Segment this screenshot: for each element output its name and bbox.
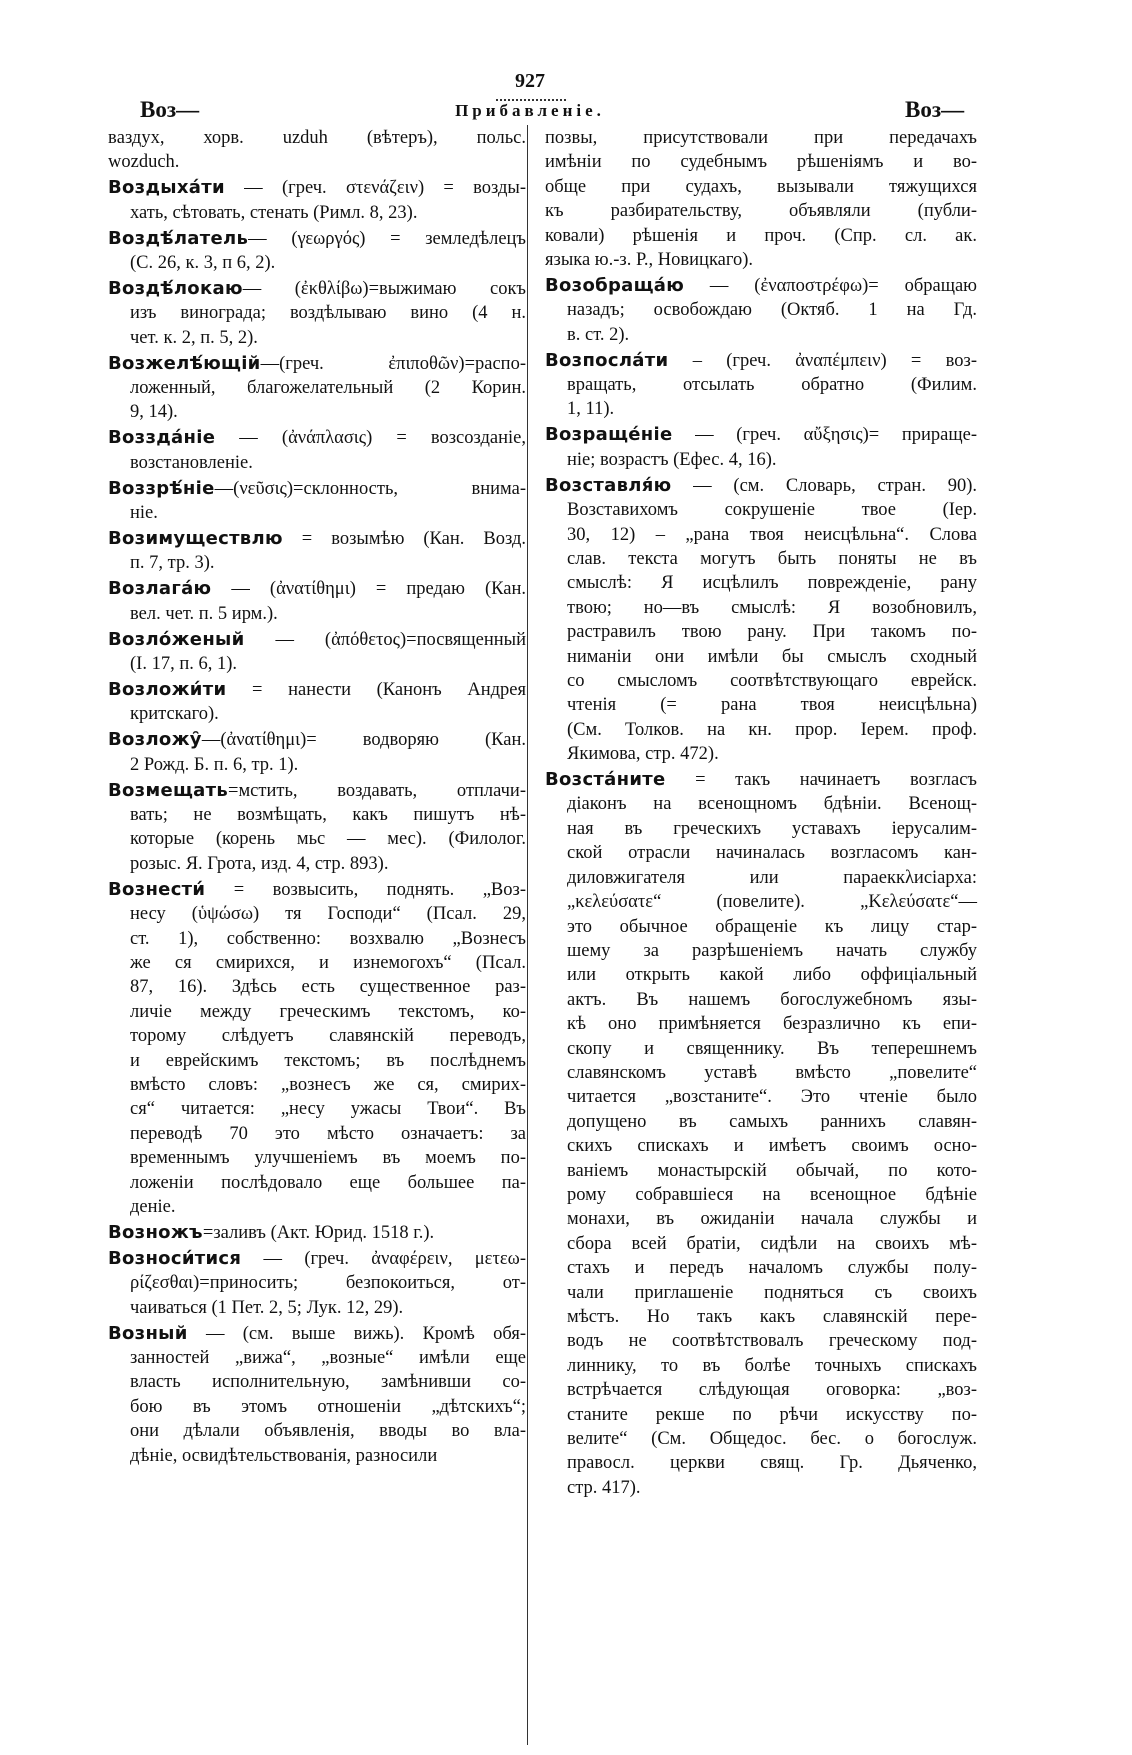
text-line <box>108 1419 526 1443</box>
line-text: ложенный, благожелательный (2 Корин. <box>130 378 526 399</box>
text-line <box>108 477 526 501</box>
text-line <box>108 902 526 926</box>
text-line <box>545 298 977 322</box>
line-text: =заливъ (Акт. Юрид. 1518 г.). <box>202 1222 435 1243</box>
line-text: — (см. выше вижь). Кромѣ обя- <box>187 1323 526 1344</box>
text-line <box>108 602 526 626</box>
text-line <box>545 498 977 522</box>
headword: Возлага́ю <box>108 578 212 600</box>
line-text: мѣстъ. Но такъ какъ славянскій пере- <box>567 1307 977 1327</box>
line-text: назадъ; освобождаю (Октяб. 1 на Гд. <box>567 300 977 321</box>
headword: Возста́ните <box>545 769 666 791</box>
dictionary-entry <box>545 349 977 422</box>
line-text: позвы, присутствовали при передачахъ <box>545 128 977 148</box>
dictionary-entry <box>545 423 977 472</box>
line-text: —(νεῦσις)=склонность, внима- <box>214 478 526 499</box>
text-line <box>545 1451 977 1475</box>
headword: Возножъ <box>108 1221 203 1243</box>
line-text: —(греч. ἐπιποθῶν)=распо- <box>260 353 526 374</box>
text-line <box>545 1232 977 1256</box>
text-line <box>545 150 977 174</box>
headword: Возложи́ти <box>108 678 227 700</box>
line-text: ложеніи послѣдовало еще большее па- <box>130 1172 526 1193</box>
text-line <box>545 547 977 571</box>
line-text: чали приглашеніе подняться съ своихъ <box>567 1282 977 1303</box>
text-line <box>545 963 977 987</box>
text-line <box>545 620 977 644</box>
line-text: = возвысить, поднять. „Воз- <box>205 879 526 900</box>
right-guide-word: Воз— <box>905 97 965 122</box>
text-line <box>108 951 526 975</box>
line-text: обще при судахъ, вызывали тяжущихся <box>545 176 977 197</box>
line-text: вмѣсто словъ: „вознесъ же ся, смирих- <box>130 1074 526 1095</box>
line-text: дѣніе, освидѣтельствованія, разносили <box>130 1445 438 1466</box>
text-line <box>108 326 526 350</box>
text-line <box>545 397 977 421</box>
text-line <box>108 652 526 676</box>
line-text: занностей „вижа“, „возные“ имѣли еще <box>130 1347 526 1368</box>
text-line <box>108 803 526 827</box>
dictionary-entry <box>108 878 526 1220</box>
line-text: ρίζεσθαι)=приносить; безпокоиться, от- <box>130 1273 526 1294</box>
text-line <box>545 1012 977 1036</box>
line-text: сбора всей братіи, сидѣли на своихъ мѣ- <box>567 1233 977 1254</box>
line-text: хать, сѣтовать, стенать (Римл. 8, 23). <box>130 202 418 223</box>
headword: Возимуществлю <box>108 528 283 549</box>
text-line <box>108 628 526 652</box>
entry-continuation <box>545 126 977 272</box>
headword: Возобраща́ю <box>545 274 685 296</box>
line-text: переводѣ 70 это мѣсто означаетъ: за <box>130 1123 526 1144</box>
text-line <box>545 718 977 742</box>
line-text: вел. чет. п. 5 ирм.). <box>130 603 278 624</box>
text-line <box>108 1370 526 1394</box>
text-line <box>108 1024 526 1048</box>
line-text: розыс. Я. Грота, изд. 4, стр. 893). <box>130 853 389 874</box>
text-line <box>545 1183 977 1207</box>
text-line <box>108 227 526 251</box>
text-line <box>545 768 977 792</box>
text-line <box>108 753 526 777</box>
line-text: языка ю.-з. Р., Новицкаго). <box>545 250 754 271</box>
line-text: — (ἐκθλίβω)=выжимаю сокъ <box>242 278 526 299</box>
dictionary-entry <box>545 768 977 1500</box>
text-line <box>108 702 526 726</box>
text-line <box>545 349 977 373</box>
text-line <box>545 988 977 1012</box>
line-text: монахи, въ ожиданіи начала службы и <box>567 1209 977 1230</box>
text-line <box>108 1247 526 1271</box>
text-line <box>545 1354 977 1378</box>
line-text: (См. Толков. на кн. прор. Іерем. проф. <box>567 719 977 740</box>
text-line <box>545 1427 977 1451</box>
headword: Возпосла́ти <box>545 349 669 371</box>
text-line <box>108 176 526 200</box>
dictionary-entry <box>108 176 526 225</box>
line-text: — (γεωργός) = земледѣлецъ <box>248 228 526 249</box>
dictionary-entry <box>108 1221 526 1245</box>
line-text: 2 Рожд. Б. п. 6, тр. 1). <box>130 754 299 775</box>
dictionary-entry <box>108 527 526 576</box>
text-line <box>545 126 977 150</box>
running-title: Прибавленіе. <box>455 101 605 120</box>
headword: Возставля́ю <box>545 474 672 496</box>
text-line <box>108 1322 526 1346</box>
headword: Возжелѣ́ющій <box>108 352 261 374</box>
left-guide-word: Воз— <box>140 97 200 122</box>
text-line <box>545 373 977 397</box>
line-text: „κελεύσατε“ (повелите). „Κελεύσατε“— <box>567 892 977 913</box>
text-line <box>108 1049 526 1073</box>
text-line <box>545 1110 977 1134</box>
text-line <box>108 277 526 301</box>
text-line <box>545 1085 977 1109</box>
text-line <box>545 423 977 447</box>
line-text: ніе. <box>130 503 158 524</box>
line-text: слав. текста могутъ быть поняты не въ <box>567 548 977 569</box>
text-line <box>545 175 977 199</box>
dictionary-entry <box>545 474 977 767</box>
line-text: власть исполнительную, замѣнивши со- <box>130 1372 526 1393</box>
text-line <box>108 1000 526 1024</box>
line-text: правосл. церкви свящ. Гр. Дьяченко, <box>567 1453 977 1474</box>
line-text: допущено въ самыхъ раннихъ славян- <box>567 1111 977 1132</box>
text-line <box>108 201 526 225</box>
text-line <box>545 248 977 272</box>
line-text: = возымѣю (Кан. Возд. <box>282 529 526 549</box>
line-text: ваніемъ монастырскій обычай, по кото- <box>567 1160 977 1181</box>
line-text: скихъ спискахъ и имѣетъ своимъ осно- <box>567 1136 977 1157</box>
line-text: Возставихомъ сокрушеніе твое (Іер. <box>567 500 977 521</box>
text-line <box>545 224 977 248</box>
line-text: и еврейскимъ текстомъ; въ послѣднемъ <box>130 1050 526 1071</box>
text-line <box>108 1346 526 1370</box>
text-line <box>108 1195 526 1219</box>
line-text: встрѣчается слѣдующая оговорка: „воз- <box>567 1380 977 1401</box>
dictionary-entry <box>108 577 526 626</box>
text-line <box>108 1296 526 1320</box>
dictionary-entry <box>108 728 526 777</box>
headword: Воззда́ніе <box>108 427 216 449</box>
line-text: ниманіи они имѣли бы смыслъ сходный <box>567 646 977 667</box>
text-line <box>545 274 977 298</box>
line-text: это обычное обращеніе къ лицу стар- <box>567 916 977 937</box>
text-line <box>108 878 526 902</box>
line-text: или открыть какой либо оффиціальный <box>567 965 977 986</box>
text-line <box>545 1207 977 1231</box>
line-text: несу (ὑψώσω) тя Господи“ (Псал. 29, <box>130 904 526 925</box>
line-text: торому слѣдуетъ славянскій переводъ, <box>130 1026 526 1047</box>
dictionary-entry <box>108 1247 526 1320</box>
line-text: — (греч. στενάζειν) = возды- <box>224 178 526 199</box>
line-text: чаиваться (1 Пет. 2, 5; Лук. 12, 29). <box>130 1297 404 1318</box>
line-text: деніе. <box>130 1196 176 1217</box>
line-text: діаконъ на всенощномъ бдѣніи. Всенощ- <box>567 794 977 815</box>
dictionary-entry <box>108 779 526 877</box>
dictionary-entry <box>108 628 526 677</box>
text-line <box>108 1444 526 1468</box>
headword: Воззрѣ́ніе <box>108 477 215 499</box>
text-line <box>545 1061 977 1085</box>
line-text: Якимова, стр. 472). <box>567 744 719 765</box>
entry-continuation <box>108 126 526 175</box>
text-line <box>108 779 526 803</box>
right-column <box>545 126 977 1502</box>
text-line <box>108 527 526 551</box>
left-column <box>108 126 526 1469</box>
text-line <box>545 1329 977 1353</box>
line-text: станите рекше по рѣчи искусству по- <box>567 1404 977 1425</box>
text-line <box>545 866 977 890</box>
line-text: — (ἀνατίθημι) = предаю (Кан. <box>211 579 526 600</box>
text-line <box>108 678 526 702</box>
text-line <box>545 742 977 766</box>
headword: Воздыха́ти <box>108 177 225 199</box>
dictionary-entry <box>545 274 977 347</box>
text-line <box>108 501 526 525</box>
text-line <box>108 1073 526 1097</box>
line-text: ніе; возрастъ (Ефес. 4, 16). <box>567 449 777 470</box>
text-line <box>545 596 977 620</box>
text-line <box>108 426 526 450</box>
line-text: — (ἀπόθετος)=посвященный <box>244 629 526 650</box>
line-text: — (ἀνάπλασις) = возсозданіе, <box>215 428 526 449</box>
line-text: растравилъ твою рану. При такомъ по- <box>567 622 977 643</box>
text-line <box>108 126 526 150</box>
line-text: ст. 1), собственно: возхвалю „Вознесъ <box>130 928 526 949</box>
dictionary-entry <box>108 352 526 425</box>
line-text: = такъ начинаетъ возгласъ <box>665 770 977 791</box>
text-line <box>545 523 977 547</box>
headword: Возложу̑ <box>108 729 202 751</box>
line-text: (І. 17, п. 6, 1). <box>130 654 238 675</box>
line-text: (С. 26, к. 3, п 6, 2). <box>130 253 276 274</box>
text-line <box>545 915 977 939</box>
line-text: кѣ оно примѣняется безразлично къ епи- <box>567 1014 977 1035</box>
line-text: ской отрасли начиналась возгласомъ кан- <box>567 843 977 864</box>
text-line <box>108 577 526 601</box>
text-line <box>545 817 977 841</box>
line-text: которые (корень мьс — мес). (Филолог. <box>130 829 526 850</box>
text-line <box>108 927 526 951</box>
text-line <box>108 376 526 400</box>
text-line <box>545 1134 977 1158</box>
text-line <box>545 1159 977 1183</box>
page-number: 927 <box>515 70 545 92</box>
text-line <box>108 852 526 876</box>
text-line <box>545 199 977 223</box>
text-line <box>108 1171 526 1195</box>
text-line <box>545 448 977 472</box>
text-line <box>545 1256 977 1280</box>
text-line <box>545 645 977 669</box>
line-text: возстановленіе. <box>130 452 253 473</box>
headword: Воздѣ́локаю <box>108 277 243 299</box>
line-text: п. 7, тр. 3). <box>130 553 215 574</box>
line-text: чтенія (= рана твоя неисцѣльна) <box>567 695 977 716</box>
text-line <box>545 323 977 347</box>
line-text: =мстить, воздавать, отплачи- <box>228 780 526 801</box>
line-text: = нанести (Канонъ Андрея <box>226 679 526 700</box>
headword: Возноси́тися <box>108 1247 242 1269</box>
text-line <box>108 551 526 575</box>
dictionary-entry <box>108 678 526 727</box>
line-text: славянскомъ уставѣ вмѣсто „повелите“ <box>567 1062 977 1083</box>
line-text: 9, 14). <box>130 402 178 423</box>
text-line <box>545 1378 977 1402</box>
dictionary-entry <box>108 227 526 276</box>
line-text: диловжигателя или параеккλисіарха: <box>567 867 977 888</box>
line-text: къ разбирательству, объявляли (публи- <box>545 201 977 222</box>
text-line <box>545 1403 977 1427</box>
line-text: личіе между греческимъ текстомъ, ко- <box>130 1001 526 1022</box>
line-text: — (греч. αὔξησις)= приращe- <box>672 425 977 446</box>
text-line <box>545 1281 977 1305</box>
column-divider <box>527 125 528 1745</box>
headword: Возло́женый <box>108 628 245 650</box>
text-line <box>108 1395 526 1419</box>
line-text: в. ст. 2). <box>567 324 630 345</box>
line-text: временнымъ улучшеніемъ въ моемъ по- <box>130 1148 526 1169</box>
line-text: вращать, отсылать обратно (Филим. <box>567 375 977 396</box>
text-line <box>545 841 977 865</box>
line-text: 87, 16). Здѣсь есть существенное раз- <box>130 977 526 998</box>
text-line <box>545 693 977 717</box>
line-text: wozduch. <box>108 152 180 173</box>
headword: Вознести́ <box>108 878 206 900</box>
line-text: — (см. Словарь, стран. 90). <box>671 475 977 496</box>
text-line <box>108 150 526 174</box>
line-text: – (греч. ἀναπέμπειν) = воз- <box>668 350 977 371</box>
dictionary-entry <box>108 426 526 475</box>
line-text: 30, 12) – „рана твоя неисцѣльна“. Слова <box>567 524 977 545</box>
line-text: же ся смирихся, и изнемогохъ“ (Псал. <box>130 952 526 973</box>
line-text: твою; но—въ смыслѣ: Я возобновилъ, <box>567 597 977 618</box>
line-text: скопу и священнику. Въ теперешнемъ <box>567 1038 977 1059</box>
line-text: стр. 417). <box>567 1477 641 1498</box>
line-text: критскаго). <box>130 704 219 725</box>
line-text: имѣніи по судебнымъ рѣшеніямъ и во- <box>545 152 977 173</box>
text-line <box>545 474 977 498</box>
line-text: бою въ этомъ отношеніи „дѣтскихъ“; <box>130 1396 526 1417</box>
line-text: актъ. Въ нашемъ богослужебномъ язы- <box>567 989 977 1010</box>
dictionary-entry <box>108 1322 526 1468</box>
line-text: велите“ (См. Общедос. бес. о богослуж. <box>567 1429 977 1450</box>
text-line <box>108 1271 526 1295</box>
text-line <box>108 1221 526 1245</box>
text-line <box>108 400 526 424</box>
text-line <box>108 728 526 752</box>
line-text: вать; не возмѣщать, какъ пишутъ нѣ- <box>130 804 526 825</box>
text-line <box>108 975 526 999</box>
text-line <box>108 451 526 475</box>
line-text: со смысломъ соотвѣтствующаго еврейск. <box>567 670 977 691</box>
line-text: —(ἀνατίθημι)= водворяю (Кан. <box>201 730 526 751</box>
line-text: шему за разрѣшеніемъ начать службу <box>567 940 977 961</box>
line-text: водъ не соотвѣтствовалъ греческому под- <box>567 1331 977 1352</box>
text-line <box>545 792 977 816</box>
line-text: стахъ и передъ началомъ службы полу- <box>567 1258 977 1279</box>
line-text: рому собравшіеся на всенощное бдѣніе <box>567 1184 977 1205</box>
text-line <box>108 827 526 851</box>
line-text: смыслѣ: Я исцѣлилъ поврежденіе, рану <box>567 573 977 594</box>
headword: Воздѣ́латель <box>108 227 249 249</box>
line-text: читается „возстаните“. Это чтеніе было <box>567 1087 977 1108</box>
line-text: 1, 11). <box>567 399 615 420</box>
line-text: линнику, то въ болѣе точныхъ спискахъ <box>567 1355 977 1376</box>
text-line <box>108 352 526 376</box>
headword: Возраще́ніе <box>545 424 673 446</box>
headword: Возмещать <box>108 779 229 801</box>
line-text: вaздух, хорв. uzduh (вѣтеръ), польс. <box>108 128 526 148</box>
line-text: они дѣлали объявленія, вводы во вла- <box>130 1421 526 1442</box>
text-line <box>108 1122 526 1146</box>
line-text: ся“ читается: „несу ужасы Твои“. Въ <box>130 1099 526 1120</box>
text-line <box>108 301 526 325</box>
text-line <box>108 1097 526 1121</box>
text-line <box>545 890 977 914</box>
text-line <box>545 571 977 595</box>
dictionary-entry <box>108 477 526 526</box>
line-text: — (греч. ἀναφέρειν, μετεω- <box>241 1248 526 1269</box>
line-text: ковали) рѣшенія и проч. (Спр. сл. ак. <box>545 225 977 246</box>
text-line <box>545 1476 977 1500</box>
line-text: ная въ греческихъ уставахъ іерусалим- <box>567 818 977 839</box>
headword: Возный <box>108 1322 188 1344</box>
line-text: чет. к. 2, п. 5, 2). <box>130 327 258 348</box>
text-line <box>545 1037 977 1061</box>
line-text: изъ винограда; воздѣлываю вино (4 н. <box>130 303 526 324</box>
dictionary-entry <box>108 277 526 350</box>
text-line <box>545 669 977 693</box>
text-line <box>108 1146 526 1170</box>
text-line <box>545 1305 977 1329</box>
text-line <box>545 939 977 963</box>
text-line <box>108 251 526 275</box>
line-text: — (ἐναποστρέφω)= обращаю <box>684 275 977 296</box>
